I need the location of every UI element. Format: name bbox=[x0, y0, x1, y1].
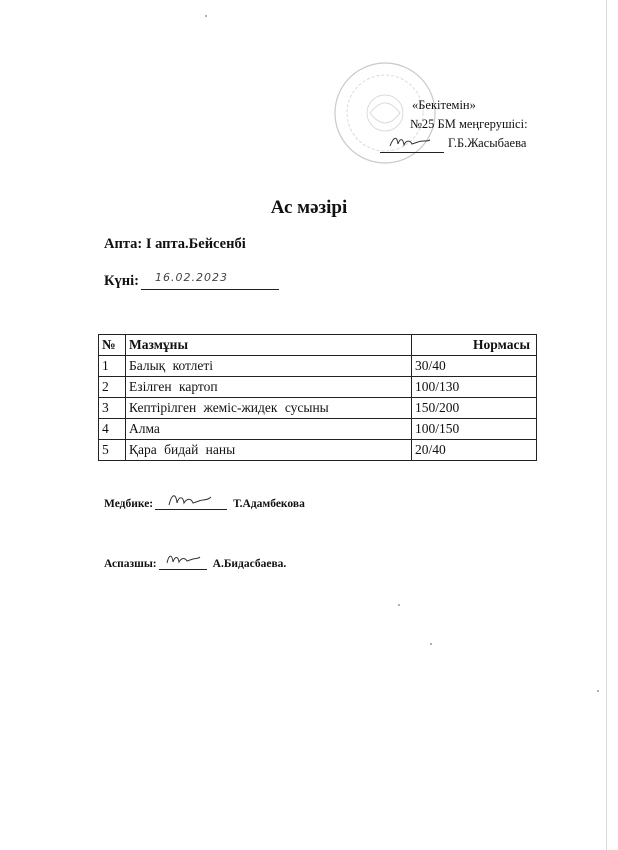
scan-speck bbox=[398, 604, 400, 606]
row-norm: 150/200 bbox=[412, 398, 537, 419]
nurse-signature-line bbox=[155, 494, 227, 510]
scan-speck bbox=[597, 690, 599, 692]
approval-heading: «Бекітемін» bbox=[412, 98, 476, 112]
approval-signature-line bbox=[380, 138, 444, 153]
table-row bbox=[99, 356, 537, 377]
row-norm: 30/40 bbox=[412, 356, 537, 377]
row-number: 2 bbox=[99, 377, 126, 398]
page-title: Ас мәзірі bbox=[270, 197, 348, 218]
date-row bbox=[104, 273, 279, 290]
nurse-label: Медбике: bbox=[104, 498, 154, 510]
table-row bbox=[99, 440, 537, 461]
cook-signature-line bbox=[159, 554, 207, 570]
table-header-row bbox=[99, 335, 537, 356]
row-norm: 100/130 bbox=[412, 377, 537, 398]
menu-table bbox=[98, 334, 537, 461]
cook-signature-row bbox=[104, 554, 286, 570]
row-number: 5 bbox=[99, 440, 126, 461]
row-dish: Езілген картоп bbox=[126, 377, 412, 398]
header-norm: Нормасы bbox=[412, 335, 537, 356]
date-field bbox=[141, 273, 279, 290]
row-number: 1 bbox=[99, 356, 126, 377]
approval-name: Г.Б.Жасыбаева bbox=[448, 136, 527, 150]
date-label: Күні: bbox=[104, 273, 139, 289]
table-row bbox=[99, 419, 537, 440]
row-number: 3 bbox=[99, 398, 126, 419]
cook-label: Аспазшы: bbox=[104, 558, 157, 570]
nurse-signature-row bbox=[104, 494, 305, 510]
table-row bbox=[99, 377, 537, 398]
approval-block bbox=[380, 96, 528, 153]
nurse-name: Т.Адамбекова bbox=[233, 498, 305, 510]
date-value: 16.02.2023 bbox=[154, 271, 228, 284]
row-dish: Алма bbox=[126, 419, 412, 440]
signature-icon bbox=[165, 551, 201, 567]
row-dish: Балық котлеті bbox=[126, 356, 412, 377]
row-dish: Қара бидай наны bbox=[126, 440, 412, 461]
header-content: Мазмұны bbox=[126, 335, 412, 356]
row-norm: 20/40 bbox=[412, 440, 537, 461]
cook-name: А.Бидасбаева. bbox=[212, 558, 287, 570]
row-number: 4 bbox=[99, 419, 126, 440]
row-norm: 100/150 bbox=[412, 419, 537, 440]
week-label: Апта: І апта.Бейсенбі bbox=[104, 236, 246, 252]
scan-speck bbox=[205, 15, 207, 17]
signature-icon bbox=[388, 134, 432, 150]
approval-position: №25 БМ меңгерушісі: bbox=[410, 117, 528, 131]
row-dish: Кептірілген жеміс-жидек сусыны bbox=[126, 398, 412, 419]
signature-icon bbox=[167, 491, 213, 509]
header-number: № bbox=[99, 335, 126, 356]
scan-speck bbox=[430, 643, 432, 645]
scan-edge-line bbox=[606, 0, 607, 850]
table-row bbox=[99, 398, 537, 419]
